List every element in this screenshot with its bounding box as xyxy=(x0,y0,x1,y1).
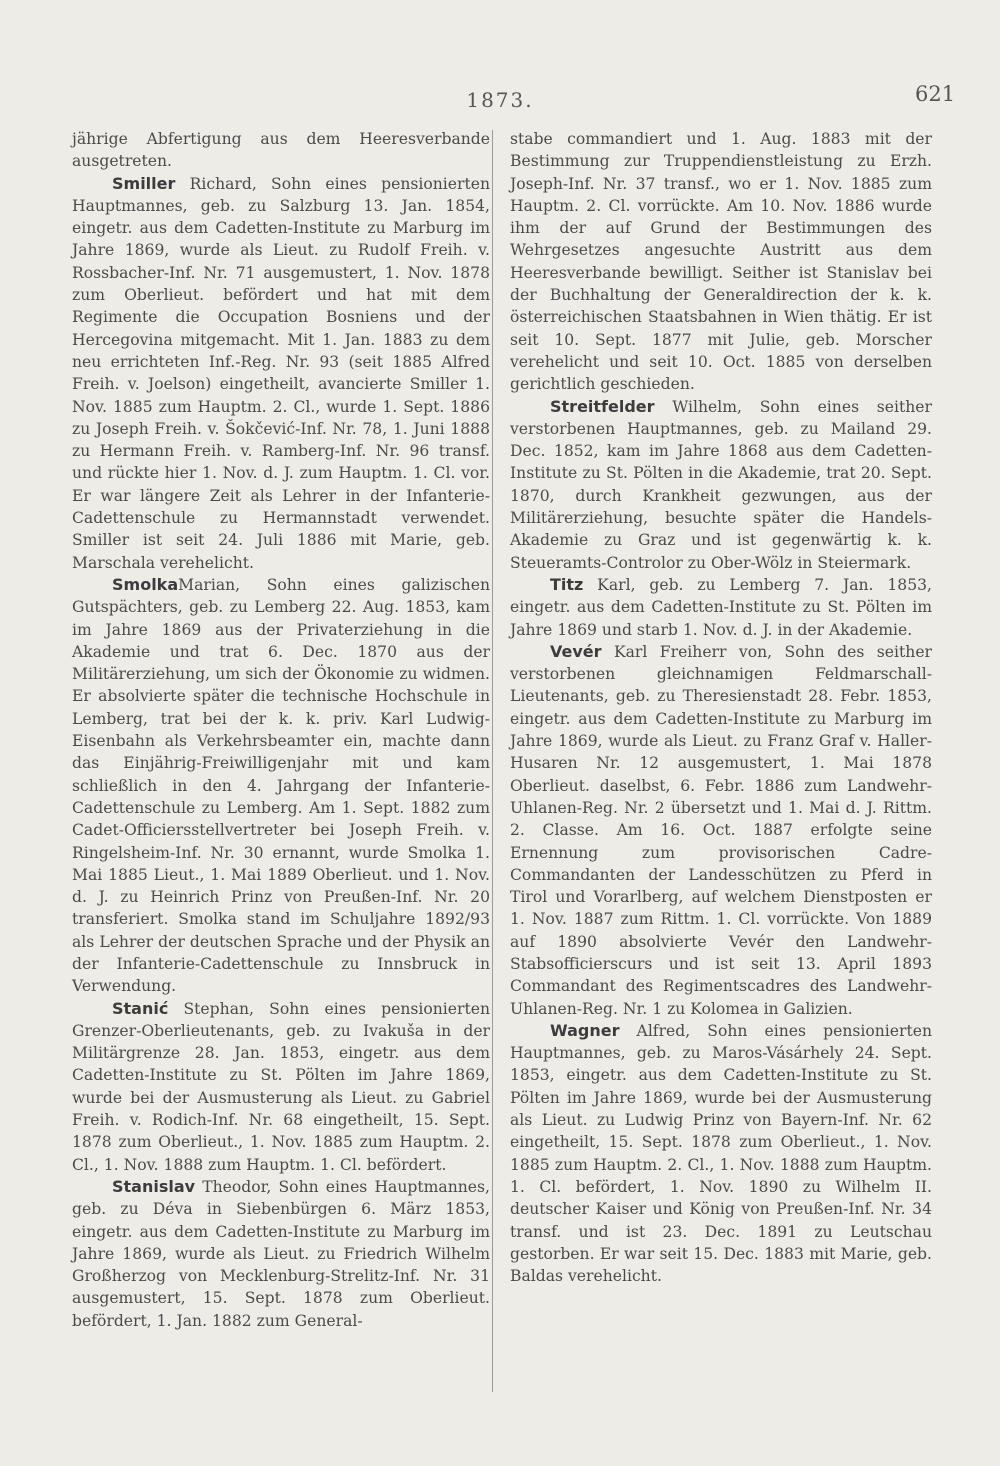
entry-text: Richard, Sohn eines pensionierten Hauptmannes, geb. zu Salzburg 13. Jan. 1854, eingetr. aus dem Cadetten-Institute zu Marburg im Jahre 1869, wurde als Lieut. zu Rudolf Freih. v. Rossbacher-Inf. Nr. 71 ausgemustert, 1. Nov. 1878 zum Oberlieut. befördert und hat mit dem Regimente die Occupation Bosniens und der Hercegovina mitgemacht. Mit 1. Jan. 1883 zu dem neu errichteten Inf.-Reg. Nr. 93 (seit 1885 Alfred Freih. v. Joelson) eingetheilt, avancierte Smiller 1. Nov. 1885 zum Hauptm. 2. Cl., wurde 1. Sept. 1886 zu Joseph Freih. v. Šokčević-Inf. Nr. 78, 1. Juni 1888 zu Hermann Freih. v. Ramberg-Inf. Nr. 96 transf. und rückte hier 1. Nov. d. J. zum Hauptm. 1. Cl. vor. Er war längere Zeit als Lehrer in der Infanterie-Cadettenschule zu Hermannstadt verwendet. Smiller ist seit 24. Juli 1886 mit Marie, geb. Marschala verehelicht. xyxy=(72,174,490,572)
column-divider xyxy=(492,130,493,1392)
entry-name: Vevér xyxy=(550,641,602,661)
entry-stanic xyxy=(72,998,490,1176)
entry-titz xyxy=(510,574,932,641)
entry-smiller xyxy=(72,173,490,574)
entry-name: Stanić xyxy=(112,998,169,1018)
entry-name: Titz xyxy=(550,574,584,594)
entry-text: Theodor, Sohn eines Hauptmannes, geb. zu Déva in Siebenbürgen 6. März 1853, eingetr. aus dem Cadetten-Institute zu Marburg im Jahre 1869, wurde als Lieut. zu Friedrich Wilhelm Großherzog von Mecklenburg-Strelitz-Inf. Nr. 31 ausgemustert, 15. Sept. 1878 zum Oberlieut. befördert, 1. Jan. 1882 zum General- xyxy=(72,1177,490,1330)
entry-name: Streitfelder xyxy=(550,396,655,416)
right-column xyxy=(510,128,932,1287)
entry-wagner xyxy=(510,1020,932,1288)
entry-text: Marian, Sohn eines galizischen Gutspächters, geb. zu Lemberg 22. Aug. 1853, kam im Jahre 1869 aus der Privaterziehung in die Akademie und trat 6. Dec. 1870 aus der Militärerziehung, um sich der Ökonomie zu widmen. Er absolvierte später die technische Hochschule in Lemberg, trat bei der k. k. priv. Karl Ludwig-Eisenbahn als Verkehrsbeamter ein, machte dann das Einjährig-Freiwilligenjahr mit und kam schließlich in den 4. Jahrgang der Infanterie-Cadettenschule zu Lemberg. Am 1. Sept. 1882 zum Cadet-Officiersstellvertreter bei Joseph Freih. v. Ringelsheim-Inf. Nr. 30 ernannt, wurde Smolka 1. Mai 1885 Lieut., 1. Mai 1889 Oberlieut. und 1. Nov. d. J. zu Heinrich Prinz von Preußen-Inf. Nr. 20 transferiert. Smolka stand im Schuljahre 1892/93 als Lehrer der deutschen Sprache und der Physik an der Infanterie-Cadettenschule zu Innsbruck in Verwendung. xyxy=(72,575,490,996)
entry-name: Stanislav xyxy=(112,1176,196,1196)
entry-text: Karl, geb. zu Lemberg 7. Jan. 1853, eingetr. aus dem Cadetten-Institute zu St. Pölten im Jahre 1869 und starb 1. Nov. d. J. in der Akademie. xyxy=(510,575,932,639)
entry-stanislav xyxy=(72,1176,490,1332)
page-number: 621 xyxy=(915,82,956,106)
entry-streitfelder xyxy=(510,396,932,574)
left-continuation-text: jährige Abfertigung aus dem Heeresverbande ausgetreten. xyxy=(72,130,490,171)
entry-text: Stephan, Sohn eines pensionierten Grenzer-Oberlieutenants, geb. zu Ivakuša in der Militärgrenze 28. Jan. 1853, eingetr. aus dem Cadetten-Institute zu St. Pölten im Jahre 1869, wurde bei der Ausmusterung als Lieut. zu Gabriel Freih. v. Rodich-Inf. Nr. 68 eingetheilt, 15. Sept. 1878 zum Oberlieut., 1. Nov. 1885 zum Hauptm. 2. Cl., 1. Nov. 1888 zum Hauptm. 1. Cl. befördert. xyxy=(72,999,490,1174)
entry-name: Smolka xyxy=(112,574,179,594)
page-header-year: 1873. xyxy=(466,88,534,112)
entry-text: Wilhelm, Sohn eines seither verstorbenen Hauptmannes, geb. zu Mailand 29. Dec. 1852, kam im Jahre 1868 aus dem Cadetten-Institute zu St. Pölten in die Akademie, trat 20. Sept. 1870, durch Krankheit gezwungen, aus der Militärerziehung, besuchte später die Handels-Akademie zu Graz und ist gegenwärtig k. k. Steueramts-Controlor zu Ober-Wölz in Steiermark. xyxy=(510,397,932,572)
entry-name: Smiller xyxy=(112,173,176,193)
entry-vever xyxy=(510,641,932,1020)
entry-name: Wagner xyxy=(550,1020,620,1040)
entry-text: Karl Freiherr von, Sohn des seither verstorbenen gleichnamigen Feldmarschall-Lieutenants, geb. zu Theresienstadt 28. Febr. 1853, eingetr. aus dem Cadetten-Institute zu Marburg im Jahre 1869, wurde als Lieut. zu Franz Graf v. Haller-Husaren Nr. 12 ausgemustert, 1. Mai 1878 Oberlieut. daselbst, 6. Febr. 1886 zum Landwehr-Uhlanen-Reg. Nr. 2 übersetzt und 1. Mai d. J. Rittm. 2. Classe. Am 16. Oct. 1887 erfolgte seine Ernennung zum provisorischen Cadre-Commandanten der Landesschützen zu Pferd in Tirol und Vorarlberg, auf welchem Dienstposten er 1. Nov. 1887 zum Rittm. 1. Cl. vorrückte. Von 1889 auf 1890 absolvierte Vevér den Landwehr-Stabsofficierscurs und ist seit 13. April 1893 Commandant des Regimentscadres des Landwehr-Uhlanen-Reg. Nr. 1 zu Kolomea in Galizien. xyxy=(510,642,932,1018)
right-continuation-text: stabe commandiert und 1. Aug. 1883 mit der Bestimmung zur Truppendienstleistung zu Erzh. Joseph-Inf. Nr. 37 transf., wo er 1. Nov. 1885 zum Hauptm. 2. Cl. vorrückte. Am 10. Nov. 1886 wurde ihm der auf Grund der Bestimmungen des Wehrgesetzes angesuchte Austritt aus dem Heeresverbande bewilligt. Seither ist Stanislav bei der Buchhaltung der Generaldirection der k. k. österreichischen Staatsbahnen in Wien thätig. Er ist seit 10. Sept. 1877 mit Julie, geb. Morscher verehelicht und seit 10. Oct. 1885 von derselben gerichtlich geschieden. xyxy=(510,130,932,394)
left-column xyxy=(72,128,490,1332)
entry-smolka xyxy=(72,574,490,998)
entry-text: Alfred, Sohn eines pensionierten Hauptmannes, geb. zu Maros-Vásárhely 24. Sept. 1853, eingetr. aus dem Cadetten-Institute zu St. Pölten im Jahre 1869, wurde bei der Ausmusterung als Lieut. zu Ludwig Prinz von Bayern-Inf. Nr. 62 eingetheilt, 15. Sept. 1878 zum Oberlieut., 1. Nov. 1885 zum Hauptm. 2. Cl., 1. Nov. 1888 zum Hauptm. 1. Cl. befördert, 1. Nov. 1890 zu Wilhelm II. deutscher Kaiser und König von Preußen-Inf. Nr. 34 transf. und ist 23. Dec. 1891 zu Leutschau gestorben. Er war seit 15. Dec. 1883 mit Marie, geb. Baldas verehelicht. xyxy=(510,1021,932,1286)
